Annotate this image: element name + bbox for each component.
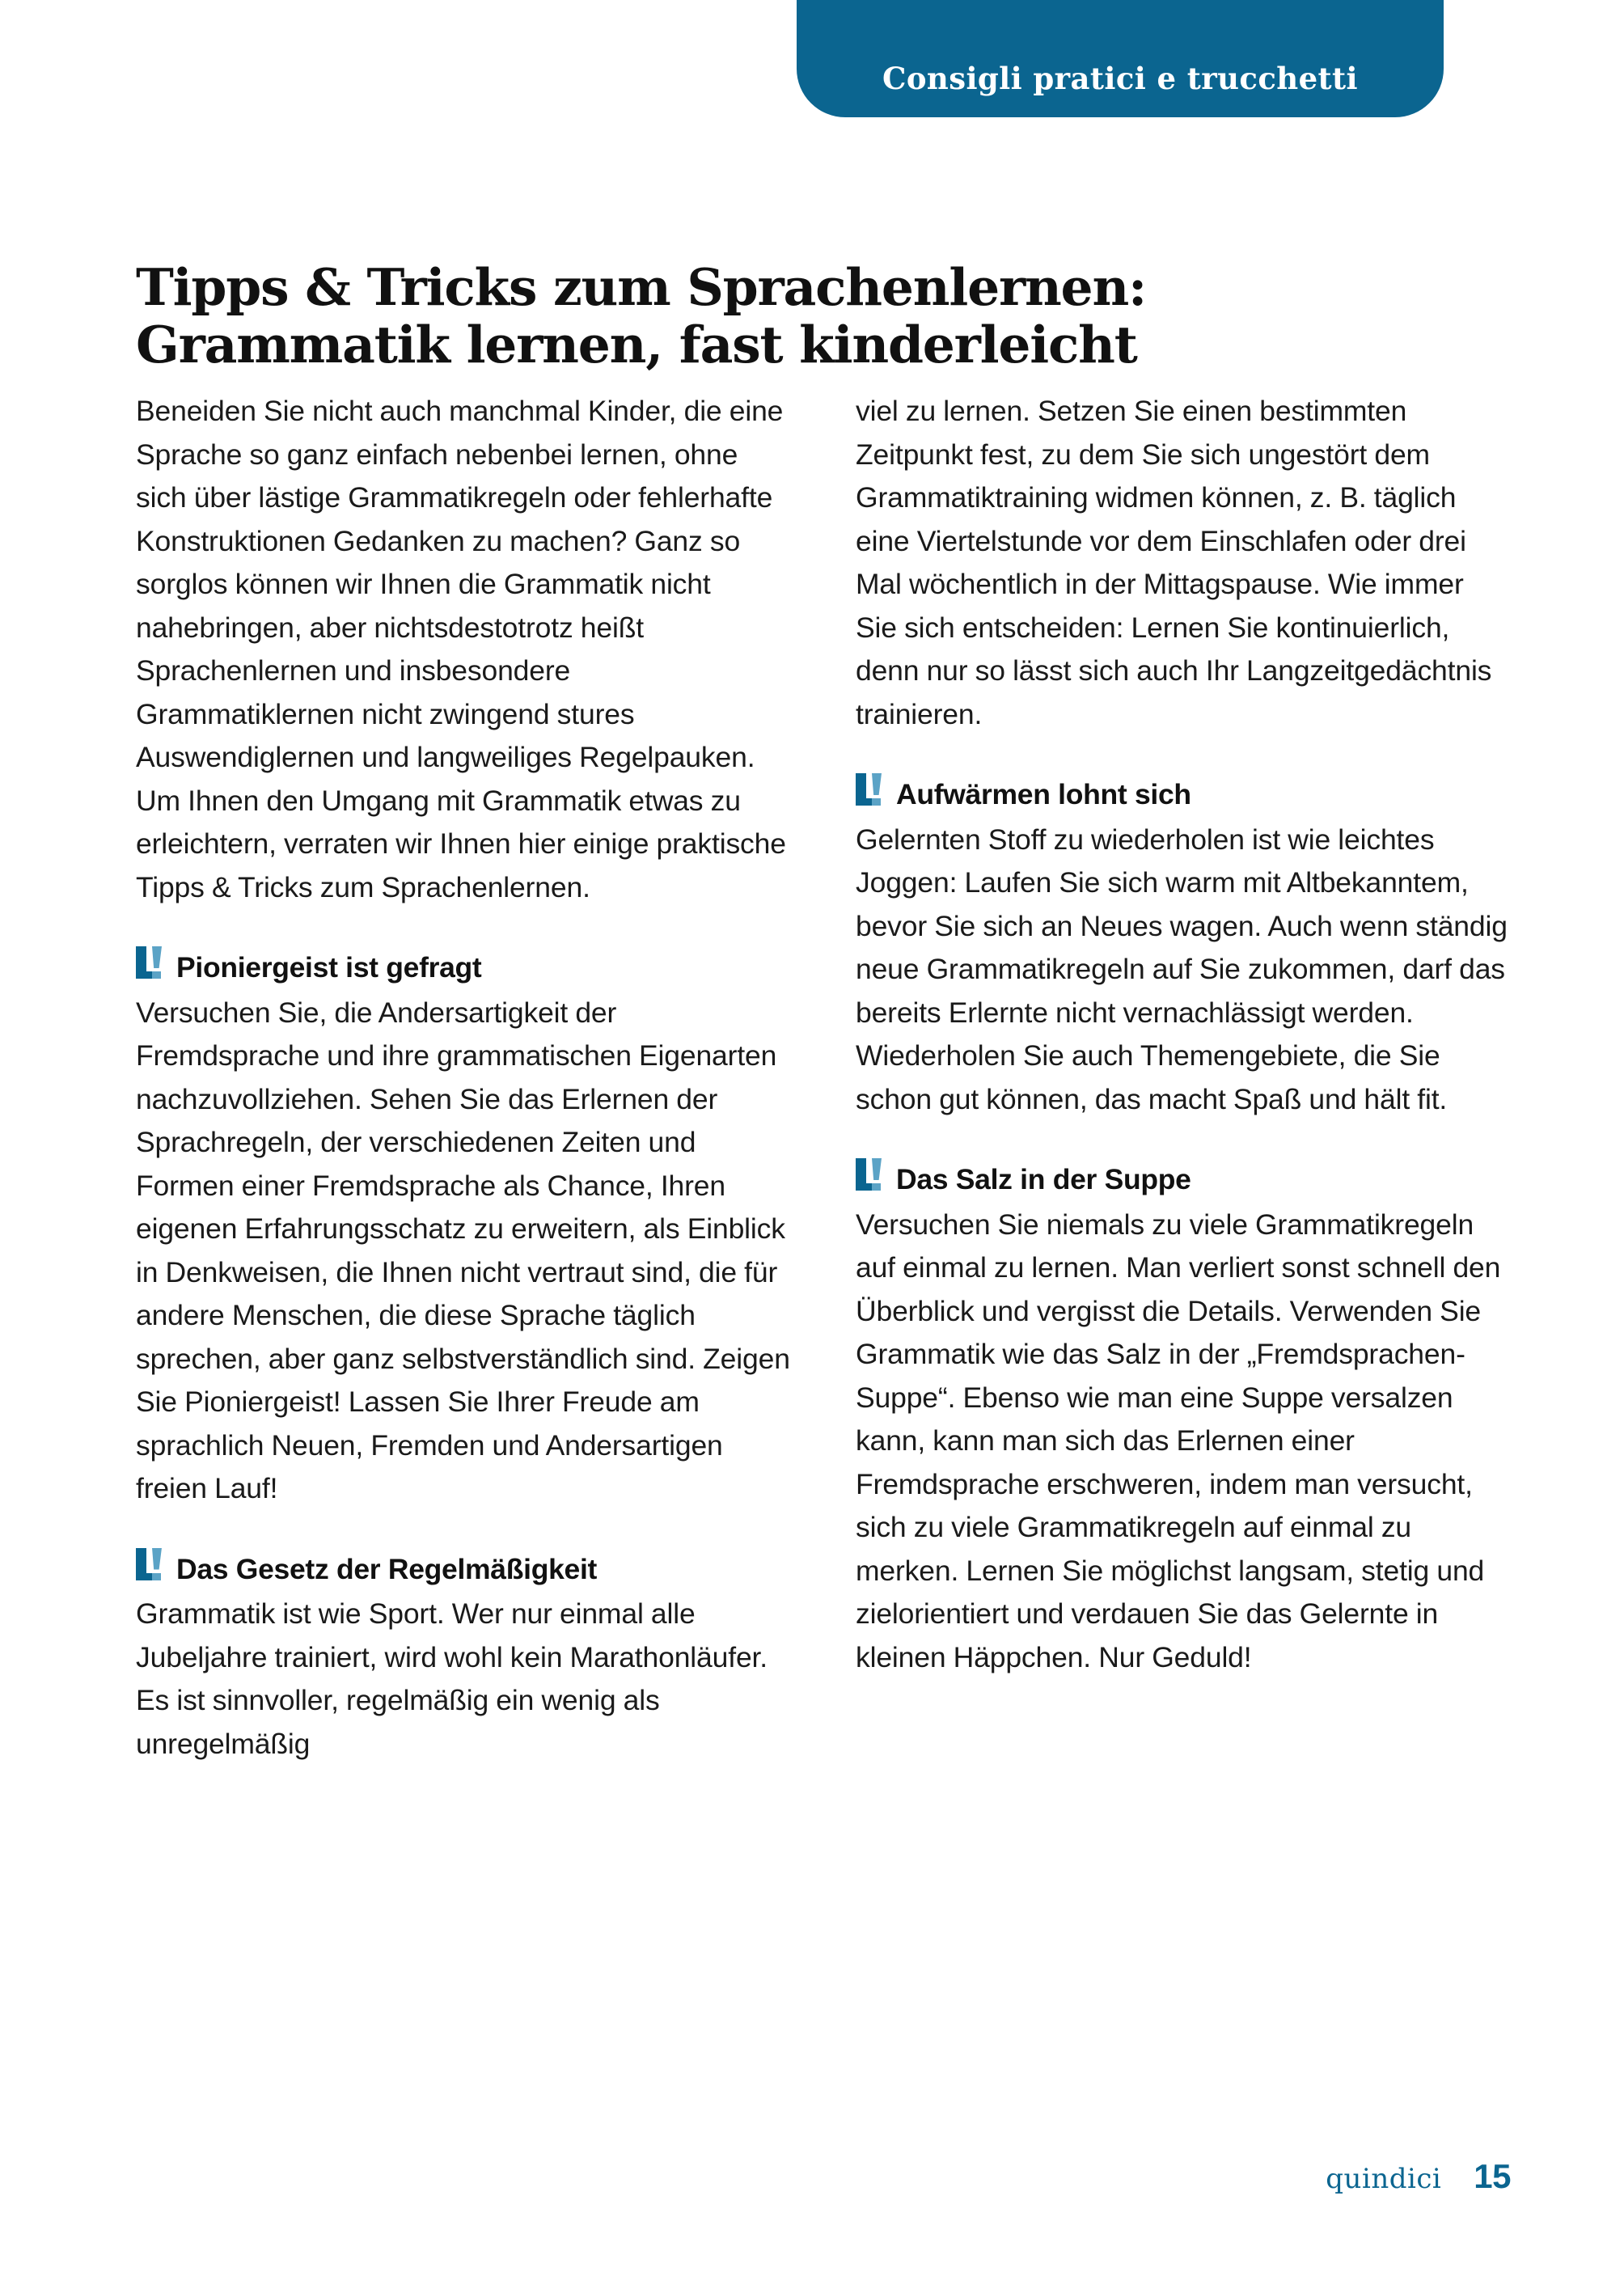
page-number: 15 [1474,2157,1511,2195]
section-body: Gelernten Stoff zu wiederholen ist wie leichtes Joggen: Laufen Sie sich warm mit Altbekanntem, bevor Sie sich an Neues wagen. Auch wenn ständig neue Grammatikregeln auf Sie zukommen, darf das bereits Erlernte nicht vernachlässigt werden. Wiederholen Sie auch Themengebiete, die Sie schon gut können, das macht Spaß und hält fit. [856,823,1508,1115]
section-heading [856,1157,1511,1202]
right-column [856,390,1511,1766]
header-banner-label: Consigli pratici e trucchetti [882,61,1358,96]
section-heading [136,1546,791,1592]
page-title-line-1: Tipps & Tricks zum Sprachenlernen: [136,257,1147,318]
section-aufwaermen [856,772,1511,1121]
section-heading [136,945,791,990]
l-exclamation-logo-icon [136,946,163,979]
section-heading-label: Das Salz in der Suppe [896,1163,1191,1195]
section-body: Grammatik ist wie Sport. Wer nur einmal alle Jubeljahre trainiert, wird wohl kein Marathonläufer. Es ist sinnvoller, regelmäßig ein wenig als unregelmäßig [136,1597,768,1760]
page-title [136,259,1511,374]
article-columns [136,390,1511,1766]
page-footer [1326,2157,1511,2196]
l-exclamation-logo-icon [856,773,883,806]
section-heading-label: Aufwärmen lohnt sich [896,778,1191,810]
footer-word: quindici [1326,2163,1442,2195]
section-heading-label: Das Gesetz der Regelmäßigkeit [176,1552,598,1585]
header-banner [797,0,1444,117]
section-body: Versuchen Sie, die Andersartigkeit der Fremdsprache und ihre grammatischen Eigenarten nachzuvollziehen. Sehen Sie das Erlernen der Sprachregeln, der verschiedenen Zeiten und Formen einer Fremdsprache als Chance, Ihren eigenen Erfahrungsschatz zu erweitern, als Einblick in Denkweisen, die Ihnen nicht vertraut sind, die für andere Menschen, die diese Sprache täglich sprechen, aber ganz selbstverständlich sind. Zeigen Sie Pioniergeist! Lassen Sie Ihrer Freude am sprachlich Neuen, Fremden und Andersartigen freien Lauf! [136,996,790,1504]
l-exclamation-logo-icon [856,1158,883,1191]
section-heading [856,772,1511,817]
section-regelmaessigkeit [136,1546,791,1766]
section-salz-in-der-suppe [856,1157,1511,1679]
section-body: Versuchen Sie niemals zu viele Grammatikregeln auf einmal zu lernen. Man verliert sonst schnell den Überblick und vergisst die Details. Verwenden Sie Grammatik wie das Salz in der „Fremdsprachen-Suppe“. Ebenso wie man eine Suppe versalzen kann, kann man sich das Erlernen einer Fremdsprache erschweren, indem man versucht, sich zu viele Grammatikregeln auf einmal zu merken. Lernen Sie möglichst langsam, stetig und zielorientiert und verdauen Sie das Gelernte in kleinen Häppchen. Nur Geduld! [856,1208,1501,1673]
left-column [136,390,791,1766]
continued-paragraph: viel zu lernen. Setzen Sie einen bestimmten Zeitpunkt fest, zu dem Sie sich ungestört dem Grammatiktraining widmen können, z. B. täglich eine Viertelstunde vor dem Einschlafen oder drei Mal wöchentlich in der Mittagspause. Wie immer Sie sich entscheiden: Lernen Sie kontinuierlich, denn nur so lässt sich auch Ihr Langzeitgedächtnis trainieren. [856,395,1492,730]
page-title-line-2: Grammatik lernen, fast kinderleicht [136,315,1137,375]
intro-paragraph: Beneiden Sie nicht auch manchmal Kinder, die eine Sprache so ganz einfach nebenbei lernen, ohne sich über lästige Grammatikregeln oder fehlerhafte Konstruktionen Gedanken zu machen? Ganz so sorglos können wir Ihnen die Grammatik nicht nahebringen, aber nichtsdestotrotz heißt Sprachenlernen und insbesondere Grammatiklernen nicht zwingend stures Auswendiglernen und langweiliges Regelpauken. Um Ihnen den Umgang mit Grammatik etwas zu erleichtern, verraten wir Ihnen hier einige praktische Tipps & Tricks zum Sprachenlernen. [136,395,786,903]
section-pioniergeist [136,945,791,1511]
section-heading-label: Pioniergeist ist gefragt [176,951,482,984]
l-exclamation-logo-icon [136,1548,163,1580]
